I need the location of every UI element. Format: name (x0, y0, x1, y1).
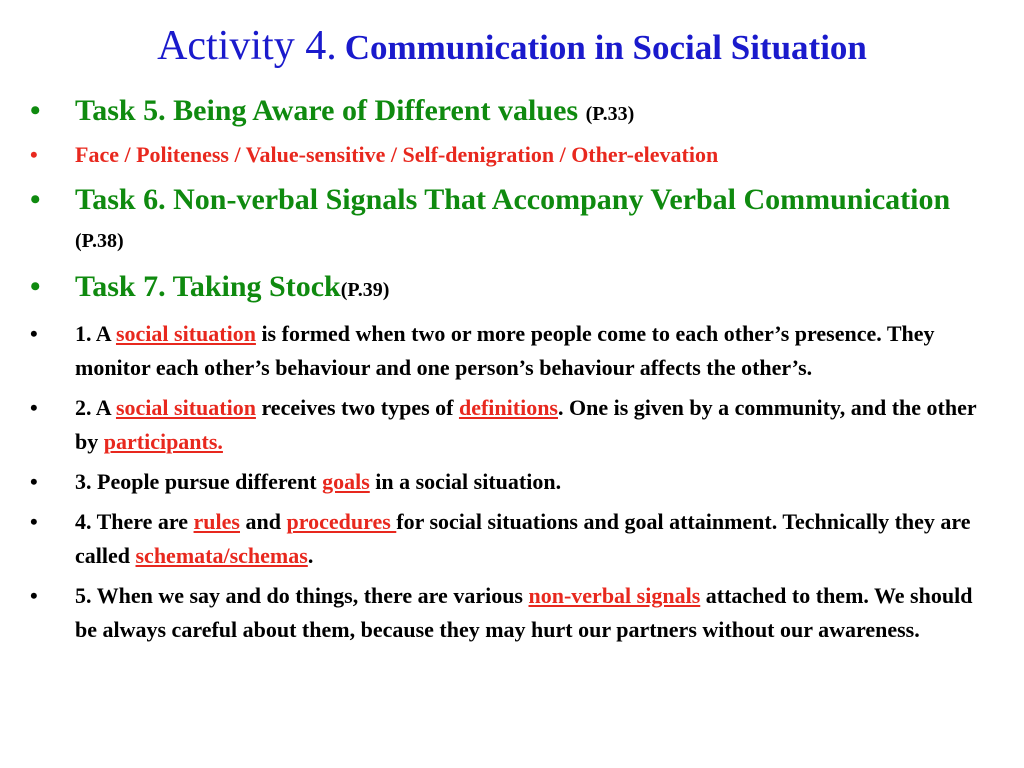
point-4-c: for social situations and goal attainment. Technically they are called (75, 509, 971, 568)
term-definitions: definitions (458, 395, 558, 420)
bullet-icon: • (30, 509, 38, 534)
bullet-icon: • (30, 142, 38, 167)
point-4-a: 4. There are (75, 509, 194, 534)
task-6-ref: (P.38) (75, 230, 124, 252)
point-5-b: attached to them. We should be always careful about them, because they may hurt our partners without our awareness. (75, 583, 973, 642)
point-3-a: 3. People pursue different (75, 469, 323, 494)
title-sub: Communication in Social Situation (344, 28, 867, 67)
point-1-item (22, 317, 997, 385)
task-5-item (22, 92, 997, 133)
term-non-verbal-signals: non-verbal signals (528, 583, 701, 608)
point-2-c: . One is given by a community, and the other by (75, 395, 977, 454)
bullet-icon: • (30, 583, 38, 608)
term-schemata: schemata/schemas (135, 543, 308, 568)
point-4-b: and (240, 509, 287, 534)
point-4-item (22, 505, 997, 573)
bullet-icon: • (30, 395, 38, 420)
bullet-icon: • (30, 183, 41, 216)
point-1-b: is formed when two or more people come to each other’s presence. They monitor each other’s behaviour and one person’s behaviour affects the other’s. (75, 321, 935, 380)
point-2-b: receives two types of (255, 395, 459, 420)
point-3-b: in a social situation. (369, 469, 562, 494)
term-procedures: procedures (286, 509, 397, 534)
point-2-a: 2. A (75, 395, 116, 420)
point-4-d: . (307, 543, 314, 568)
point-3-item (22, 465, 997, 499)
bullet-icon: • (30, 94, 41, 127)
task-6-item (22, 181, 997, 260)
task-7-text: Task 7. Taking Stock (75, 270, 341, 303)
task-7-ref: (P.39) (340, 279, 390, 301)
task-5-ref: (P.33) (585, 103, 635, 125)
bullet-icon: • (30, 469, 38, 494)
values-item (22, 141, 997, 169)
point-5-item (22, 579, 997, 647)
term-social-situation: social situation (115, 321, 256, 346)
task-5-text: Task 5. Being Aware of Different values (75, 94, 586, 127)
values-text: Face / Politeness / Value-sensitive / Self-denigration / Other-elevation (75, 142, 719, 167)
task-7-item (22, 268, 997, 309)
term-participants: participants. (103, 429, 223, 454)
point-1-a: 1. A (75, 321, 116, 346)
task-6-text: Task 6. Non-verbal Signals That Accompany Verbal Communication (75, 183, 951, 216)
bullet-icon: • (30, 270, 41, 303)
term-rules: rules (193, 509, 240, 534)
bullet-list (22, 92, 997, 653)
bullet-icon: • (30, 321, 38, 346)
term-social-situation: social situation (115, 395, 256, 420)
point-2-item (22, 391, 997, 459)
point-5-a: 5. When we say and do things, there are various (75, 583, 529, 608)
title-main: Activity 4. (157, 23, 337, 69)
term-goals: goals (322, 469, 370, 494)
slide-title (0, 22, 1024, 70)
